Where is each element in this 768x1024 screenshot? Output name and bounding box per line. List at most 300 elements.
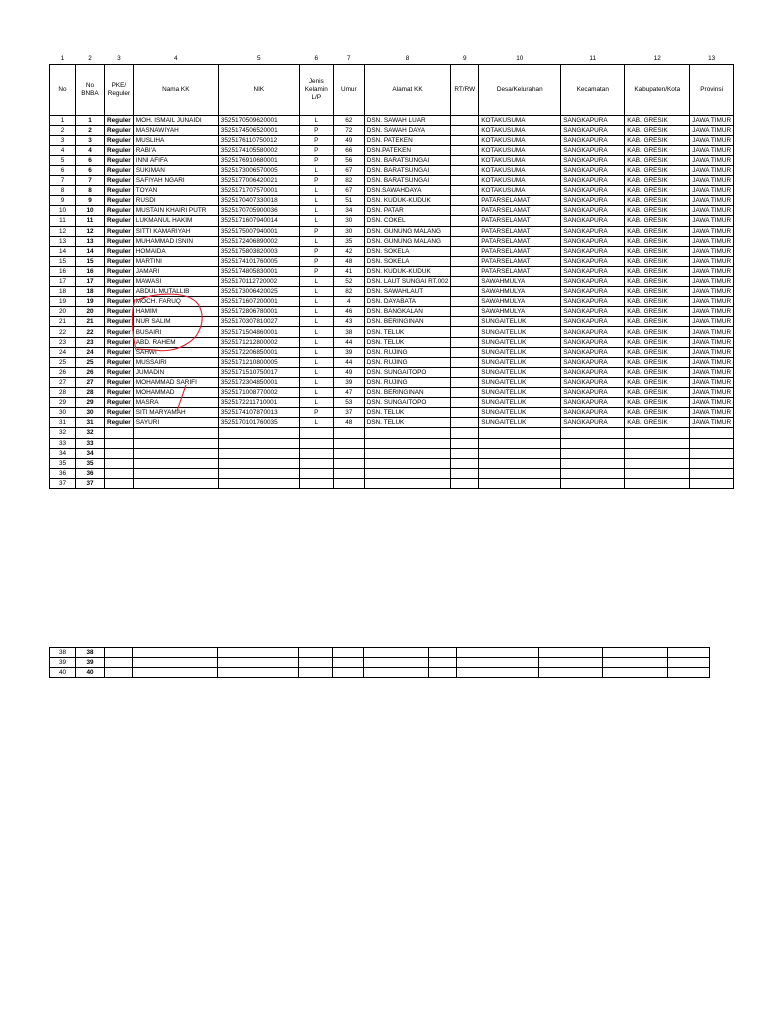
empty-cell: [105, 648, 133, 658]
empty-cell: [133, 658, 218, 668]
table-cell: 3525170307810027: [218, 317, 299, 327]
table-cell: 48: [333, 418, 364, 428]
table-cell: SAWAHMULYA: [479, 297, 561, 307]
table-cell: SAWAHMULYA: [479, 277, 561, 287]
column-number: 6: [314, 55, 319, 63]
table-cell: [451, 398, 479, 408]
table-cell: MASRA: [133, 398, 218, 408]
table-cell: KAB. GRESIK: [625, 135, 690, 145]
empty-cell: [429, 658, 457, 668]
table-cell: JAWA TIMUR: [690, 176, 734, 186]
table-cell: KAB. GRESIK: [625, 398, 690, 408]
table-cell: Reguler: [105, 287, 134, 297]
table-cell: SANGKAPURA: [561, 408, 625, 418]
table-cell: JAWA TIMUR: [690, 196, 734, 206]
table-cell: 11: [76, 216, 105, 226]
empty-cell: [479, 458, 561, 468]
table-cell: DSN. SAWAH LUAR: [364, 115, 450, 125]
table-cell: Reguler: [105, 226, 134, 236]
empty-cell: [561, 478, 625, 488]
table-cell: NUR SALIM: [133, 317, 218, 327]
table-row: [50, 357, 734, 367]
table-row: [50, 377, 734, 387]
table-cell: [451, 307, 479, 317]
table-cell: Reguler: [105, 125, 134, 135]
column-number-row: [50, 54, 734, 64]
table-cell: 67: [333, 186, 364, 196]
empty-cell: [299, 448, 333, 458]
table-cell: 16: [50, 266, 76, 276]
table-cell: 27: [50, 377, 76, 387]
table-cell: P: [299, 155, 333, 165]
empty-cell: [690, 458, 734, 468]
table-cell: 25: [50, 357, 76, 367]
table-cell: SANGKAPURA: [561, 165, 625, 175]
table-cell: 16: [76, 266, 105, 276]
table-cell: [451, 367, 479, 377]
table-cell: DSN. BARATSUNGAI: [364, 176, 450, 186]
empty-cell: [333, 478, 364, 488]
table-cell: P: [299, 135, 333, 145]
table-cell: 3525173006420025: [218, 287, 299, 297]
table-cell: JAWA TIMUR: [690, 125, 734, 135]
table-cell: SAWAHMULYA: [479, 307, 561, 317]
table-cell: JAWA TIMUR: [690, 327, 734, 337]
table-cell: JAWA TIMUR: [690, 186, 734, 196]
table-cell: 12: [76, 226, 105, 236]
table-cell: [451, 125, 479, 135]
table-cell: DSN. TELUK: [364, 418, 450, 428]
table-cell: [451, 277, 479, 287]
table-cell: 53: [333, 398, 364, 408]
table-cell: 3525176910680001: [218, 155, 299, 165]
table-cell: MUSLIHA: [133, 135, 218, 145]
table-cell: KAB. GRESIK: [625, 115, 690, 125]
table-cell: Reguler: [105, 408, 134, 418]
table-cell: 27: [76, 377, 105, 387]
table-cell: 18: [50, 287, 76, 297]
empty-cell: [299, 648, 333, 658]
table-cell: 24: [76, 347, 105, 357]
empty-cell: [690, 478, 734, 488]
table-cell: 29: [50, 398, 76, 408]
empty-cell: [479, 468, 561, 478]
table-cell: 19: [76, 297, 105, 307]
table-cell: 3525170112720002: [218, 277, 299, 287]
empty-cell: [333, 658, 364, 668]
column-number: 9: [462, 55, 467, 63]
table-row: [50, 206, 734, 216]
table-cell: JAWA TIMUR: [690, 155, 734, 165]
table-cell: L: [299, 236, 333, 246]
table-cell: 52: [333, 277, 364, 287]
table-cell: 3525170705900036: [218, 206, 299, 216]
table-cell: 2: [76, 125, 105, 135]
table-cell: SANGKAPURA: [561, 317, 625, 327]
empty-cell: [690, 448, 734, 458]
table-cell: KAB. GRESIK: [625, 236, 690, 246]
empty-cell: [218, 448, 299, 458]
table-row: [50, 668, 710, 678]
table-cell: 3525172406890002: [218, 236, 299, 246]
table-cell: 6: [50, 165, 76, 175]
table-cell: [451, 377, 479, 387]
table-row: [50, 448, 734, 458]
empty-cell: [690, 428, 734, 438]
empty-cell: [561, 468, 625, 478]
table-cell: KAB. GRESIK: [625, 216, 690, 226]
table-cell: Reguler: [105, 266, 134, 276]
table-cell: 39: [76, 658, 105, 668]
empty-cell: [457, 658, 539, 668]
empty-cell: [457, 668, 539, 678]
empty-cell: [479, 448, 561, 458]
table-cell: L: [299, 165, 333, 175]
table-cell: KAB. GRESIK: [625, 418, 690, 428]
table-cell: 30: [333, 226, 364, 236]
table-cell: P: [299, 176, 333, 186]
table-cell: SUNGAITELUK: [479, 377, 561, 387]
table-cell: 33: [50, 438, 76, 448]
table-cell: 3525171510750017: [218, 367, 299, 377]
empty-cell: [133, 458, 218, 468]
table-cell: KAB. GRESIK: [625, 125, 690, 135]
table-cell: 5: [50, 155, 76, 165]
table-cell: 38: [333, 327, 364, 337]
empty-cell: [333, 428, 364, 438]
table-cell: Reguler: [105, 418, 134, 428]
empty-cell: [457, 648, 539, 658]
table-cell: 3525171504860001: [218, 327, 299, 337]
table-cell: 41: [333, 266, 364, 276]
empty-cell: [364, 468, 450, 478]
table-cell: 24: [50, 347, 76, 357]
table-cell: [451, 135, 479, 145]
table-cell: P: [299, 408, 333, 418]
table-cell: 15: [76, 256, 105, 266]
table-cell: JAWA TIMUR: [690, 337, 734, 347]
table-cell: KAB. GRESIK: [625, 317, 690, 327]
table-cell: JAWA TIMUR: [690, 145, 734, 155]
table-row: [50, 135, 734, 145]
empty-cell: [105, 668, 133, 678]
empty-cell: [364, 438, 450, 448]
empty-cell: [625, 438, 690, 448]
table-cell: Reguler: [105, 347, 134, 357]
table-cell: L: [299, 327, 333, 337]
table-cell: KAB. GRESIK: [625, 246, 690, 256]
table-cell: DSN. BANGKALAN: [364, 307, 450, 317]
empty-cell: [133, 648, 218, 658]
table-cell: P: [299, 125, 333, 135]
table-cell: SANGKAPURA: [561, 307, 625, 317]
table-cell: SUNGAITELUK: [479, 357, 561, 367]
table-cell: JAWA TIMUR: [690, 226, 734, 236]
table-cell: SANGKAPURA: [561, 327, 625, 337]
table-cell: L: [299, 377, 333, 387]
empty-cell: [218, 458, 299, 468]
table-cell: JAWA TIMUR: [690, 277, 734, 287]
table-cell: DSN. TELUK: [364, 337, 450, 347]
empty-cell: [218, 428, 299, 438]
table-cell: 3525171008770002: [218, 388, 299, 398]
table-cell: 36: [76, 468, 105, 478]
table-cell: JAWA TIMUR: [690, 287, 734, 297]
table-row: [50, 145, 734, 155]
table-cell: 3525177006420021: [218, 176, 299, 186]
table-cell: 3525171607200001: [218, 297, 299, 307]
table-cell: 20: [76, 307, 105, 317]
table-cell: 4: [50, 145, 76, 155]
table-cell: MOH. ISMAIL JUNAIDI: [133, 115, 218, 125]
table-cell: 3525172806780001: [218, 307, 299, 317]
table-cell: 82: [333, 176, 364, 186]
empty-cell: [364, 458, 450, 468]
empty-cell: [218, 468, 299, 478]
table-cell: KOTAKUSUMA: [479, 135, 561, 145]
table-cell: KAB. GRESIK: [625, 226, 690, 236]
table-cell: 67: [333, 165, 364, 175]
table-cell: P: [299, 226, 333, 236]
column-number: 5: [257, 55, 261, 63]
table-cell: L: [299, 337, 333, 347]
column-number: 7: [347, 55, 351, 63]
table-cell: JAWA TIMUR: [690, 398, 734, 408]
empty-cell: [364, 428, 450, 438]
table-cell: SANGKAPURA: [561, 347, 625, 357]
table-cell: JAWA TIMUR: [690, 297, 734, 307]
table-cell: 3525171707570001: [218, 186, 299, 196]
table-row: [50, 256, 734, 266]
table-cell: 35: [76, 458, 105, 468]
table-cell: [451, 337, 479, 347]
table-cell: SAHWI: [133, 347, 218, 357]
table-cell: KAB. GRESIK: [625, 327, 690, 337]
table-cell: 18: [76, 287, 105, 297]
table-cell: SUNGAITELUK: [479, 337, 561, 347]
table-row: [50, 327, 734, 337]
empty-cell: [451, 438, 479, 448]
column-header: NIK: [218, 64, 299, 115]
table-cell: [451, 266, 479, 276]
table-cell: KAB. GRESIK: [625, 176, 690, 186]
table-cell: 26: [50, 367, 76, 377]
table-cell: JAWA TIMUR: [690, 408, 734, 418]
table-cell: [451, 297, 479, 307]
table-cell: Reguler: [105, 337, 134, 347]
table-cell: KAB. GRESIK: [625, 206, 690, 216]
empty-cell: [133, 448, 218, 458]
empty-cell: [105, 468, 134, 478]
table-cell: 7: [76, 176, 105, 186]
table-cell: Reguler: [105, 377, 134, 387]
empty-cell: [105, 658, 133, 668]
table-cell: SANGKAPURA: [561, 115, 625, 125]
table-cell: 14: [76, 246, 105, 256]
column-number: 10: [516, 55, 524, 63]
table-cell: 33: [76, 438, 105, 448]
table-cell: KOTAKUSUMA: [479, 176, 561, 186]
table-cell: 19: [50, 297, 76, 307]
table-cell: SANGKAPURA: [561, 287, 625, 297]
table-row: [50, 186, 734, 196]
table-cell: L: [299, 357, 333, 367]
table-cell: 37: [333, 408, 364, 418]
empty-cell: [603, 658, 668, 668]
table-cell: INNI AFIFA: [133, 155, 218, 165]
empty-cell: [625, 448, 690, 458]
table-cell: RUSDI: [133, 196, 218, 206]
table-cell: SANGKAPURA: [561, 418, 625, 428]
table-cell: 1: [50, 115, 76, 125]
table-cell: SANGKAPURA: [561, 155, 625, 165]
table-cell: 17: [76, 277, 105, 287]
table-cell: DSN. LAUT SUNGAI RT.002: [364, 277, 450, 287]
table-cell: 3525174101760005: [218, 256, 299, 266]
table-cell: 3: [50, 135, 76, 145]
empty-cell: [451, 468, 479, 478]
empty-cell: [105, 458, 134, 468]
table-cell: MARTINI: [133, 256, 218, 266]
column-header: Jenis Kelamin L/P: [299, 64, 333, 115]
table-cell: P: [299, 266, 333, 276]
table-cell: 3525174506520001: [218, 125, 299, 135]
table-cell: 17: [50, 277, 76, 287]
empty-cell: [429, 668, 457, 678]
table-cell: DSN. GUNUNG MALANG: [364, 226, 450, 236]
table-cell: 39: [333, 347, 364, 357]
table-row: [50, 458, 734, 468]
table-row: [50, 246, 734, 256]
table-cell: SANGKAPURA: [561, 125, 625, 135]
empty-cell: [668, 668, 710, 678]
column-header: PKE/ Reguler: [105, 64, 134, 115]
table-cell: Reguler: [105, 165, 134, 175]
table-cell: L: [299, 196, 333, 206]
empty-cell: [218, 478, 299, 488]
table-cell: Reguler: [105, 216, 134, 226]
table-cell: SITI MARYAMAH: [133, 408, 218, 418]
table-cell: 9: [50, 196, 76, 206]
table-cell: 3525175007940001: [218, 226, 299, 236]
table-cell: MOCH. FARUQ: [133, 297, 218, 307]
column-header: Kecamatan: [561, 64, 625, 115]
empty-cell: [625, 428, 690, 438]
table-cell: PATARSELAMAT: [479, 216, 561, 226]
table-row: [50, 388, 734, 398]
table-cell: KAB. GRESIK: [625, 337, 690, 347]
table-cell: 51: [333, 196, 364, 206]
column-header: RT/RW: [451, 64, 479, 115]
table-cell: SAFIYAH NGARI: [133, 176, 218, 186]
table-cell: 49: [333, 367, 364, 377]
table-cell: KAB. GRESIK: [625, 388, 690, 398]
table-cell: SUNGAITELUK: [479, 398, 561, 408]
table-cell: SUNGAITELUK: [479, 367, 561, 377]
empty-cell: [105, 438, 134, 448]
table-cell: 7: [50, 176, 76, 186]
table-cell: Reguler: [105, 307, 134, 317]
empty-cell: [299, 658, 333, 668]
table-cell: 32: [76, 428, 105, 438]
table-cell: 43: [333, 317, 364, 327]
table-cell: L: [299, 347, 333, 357]
table-cell: 25: [76, 357, 105, 367]
table-cell: 38: [50, 648, 76, 658]
table-cell: KAB. GRESIK: [625, 277, 690, 287]
empty-cell: [218, 648, 299, 658]
table-cell: DSN. BERINGINAN: [364, 388, 450, 398]
table-cell: JAWA TIMUR: [690, 236, 734, 246]
table-cell: L: [299, 216, 333, 226]
empty-cell: [539, 648, 603, 658]
table-cell: PATARSELAMAT: [479, 196, 561, 206]
empty-cell: [364, 668, 429, 678]
table-cell: 3525174107870013: [218, 408, 299, 418]
column-header: No BNBA: [76, 64, 105, 115]
table-cell: Reguler: [105, 115, 134, 125]
table-cell: P: [299, 246, 333, 256]
table-row: [50, 287, 734, 297]
table-cell: L: [299, 115, 333, 125]
table-cell: L: [299, 287, 333, 297]
table-cell: SANGKAPURA: [561, 398, 625, 408]
empty-cell: [561, 458, 625, 468]
table-cell: SUNGAITELUK: [479, 388, 561, 398]
table-cell: KAB. GRESIK: [625, 408, 690, 418]
table-cell: SANGKAPURA: [561, 135, 625, 145]
table-cell: 31: [76, 418, 105, 428]
empty-cell: [451, 458, 479, 468]
table-row: [50, 226, 734, 236]
table-cell: Reguler: [105, 246, 134, 256]
empty-cell: [625, 458, 690, 468]
table-cell: 11: [50, 216, 76, 226]
table-cell: [451, 256, 479, 266]
table-cell: KAB. GRESIK: [625, 357, 690, 367]
table-row: [50, 398, 734, 408]
table-cell: Reguler: [105, 206, 134, 216]
table-cell: PATARSELAMAT: [479, 256, 561, 266]
empty-cell: [603, 648, 668, 658]
table-row: [50, 347, 734, 357]
column-header: No: [50, 64, 76, 115]
table-cell: 22: [50, 327, 76, 337]
table-cell: 35: [50, 458, 76, 468]
table-cell: KOTAKUSUMA: [479, 125, 561, 135]
empty-cell: [561, 448, 625, 458]
table-cell: 30: [50, 408, 76, 418]
table-cell: DSN.PATEKEN: [364, 145, 450, 155]
empty-cell: [364, 648, 429, 658]
table-row: [50, 658, 710, 668]
table-cell: JAWA TIMUR: [690, 115, 734, 125]
table-cell: MAWASI: [133, 277, 218, 287]
empty-cell: [561, 438, 625, 448]
column-header: Provinsi: [690, 64, 734, 115]
table-cell: MASNAWIYAH: [133, 125, 218, 135]
table-cell: ABDUL MUTALLIB: [133, 287, 218, 297]
header-row: [50, 64, 734, 115]
table-cell: 39: [50, 658, 76, 668]
table-cell: 38: [76, 648, 105, 658]
column-number: 12: [653, 55, 661, 63]
empty-cell: [133, 438, 218, 448]
table-cell: DSN.SAWAHDAYA: [364, 186, 450, 196]
table-cell: 3525172211710001: [218, 398, 299, 408]
table-cell: JAWA TIMUR: [690, 317, 734, 327]
table-cell: 2: [50, 125, 76, 135]
